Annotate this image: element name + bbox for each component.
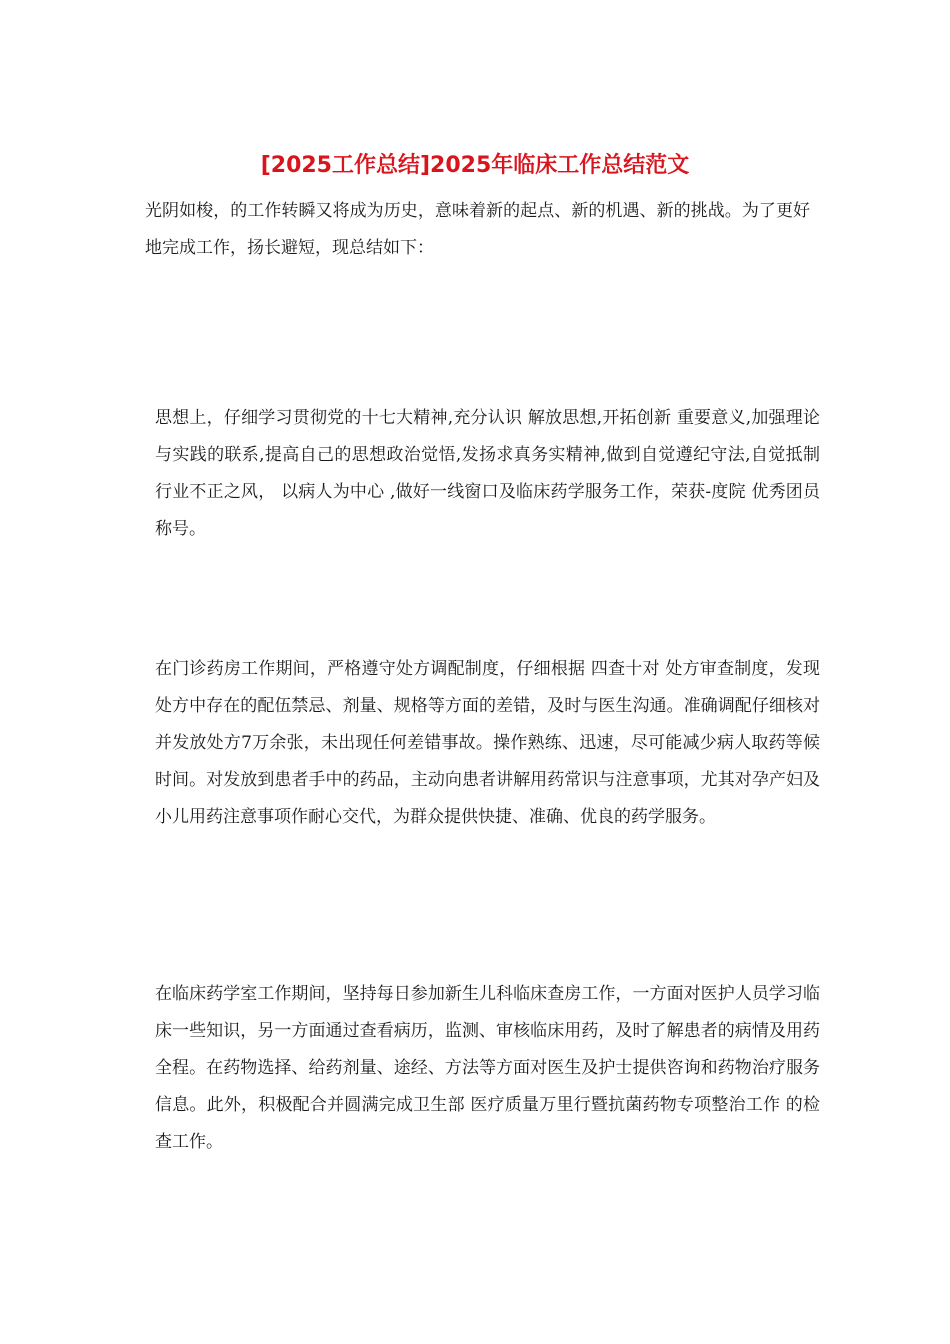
paragraph-outpatient-pharmacy: 在门诊药房工作期间，严格遵守处方调配制度，仔细根据 四查十对 处方审查制度，发现处方中存在的配伍禁忌、剂量、规格等方面的差错，及时与医生沟通。准确调配仔细核对并发放处方7万余张，未出现任何差错事故。操作熟练、迅速，尽可能减少病人取药等候时间。对发放到患者手中的药品，主动向患者讲解用药常识与注意事项，尤其对孕产妇及小儿用药注意事项作耐心交代，为群众提供快捷、准确、优良的药学服务。 <box>155 659 820 827</box>
document-title: [2025工作总结]2025年临床工作总结范文 <box>260 153 690 178</box>
intro-paragraph: 光阴如梭，的工作转瞬又将成为历史，意味着新的起点、新的机遇、新的挑战。为了更好地完成工作，扬长避短，现总结如下： <box>145 201 810 258</box>
paragraph-ideology: 思想上，仔细学习贯彻党的十七大精神,充分认识 解放思想,开拓创新 重要意义,加强理论与实践的联系,提高自己的思想政治觉悟,发扬求真务实精神,做到自觉遵纪守法,自觉抵制行业不正之风， 以病人为中心 ,做好一线窗口及临床药学服务工作，荣获-度院 优秀团员 称号。 <box>155 408 820 539</box>
paragraph-clinical-pharmacy: 在临床药学室工作期间，坚持每日参加新生儿科临床查房工作，一方面对医护人员学习临床一些知识，另一方面通过查看病历，监测、审核临床用药，及时了解患者的病情及用药全程。在药物选择、给药剂量、途经、方法等方面对医生及护士提供咨询和药物治疗服务信息。此外，积极配合并圆满完成卫生部 医疗质量万里行暨抗菌药物专项整治工作 的检查工作。 <box>155 984 820 1152</box>
